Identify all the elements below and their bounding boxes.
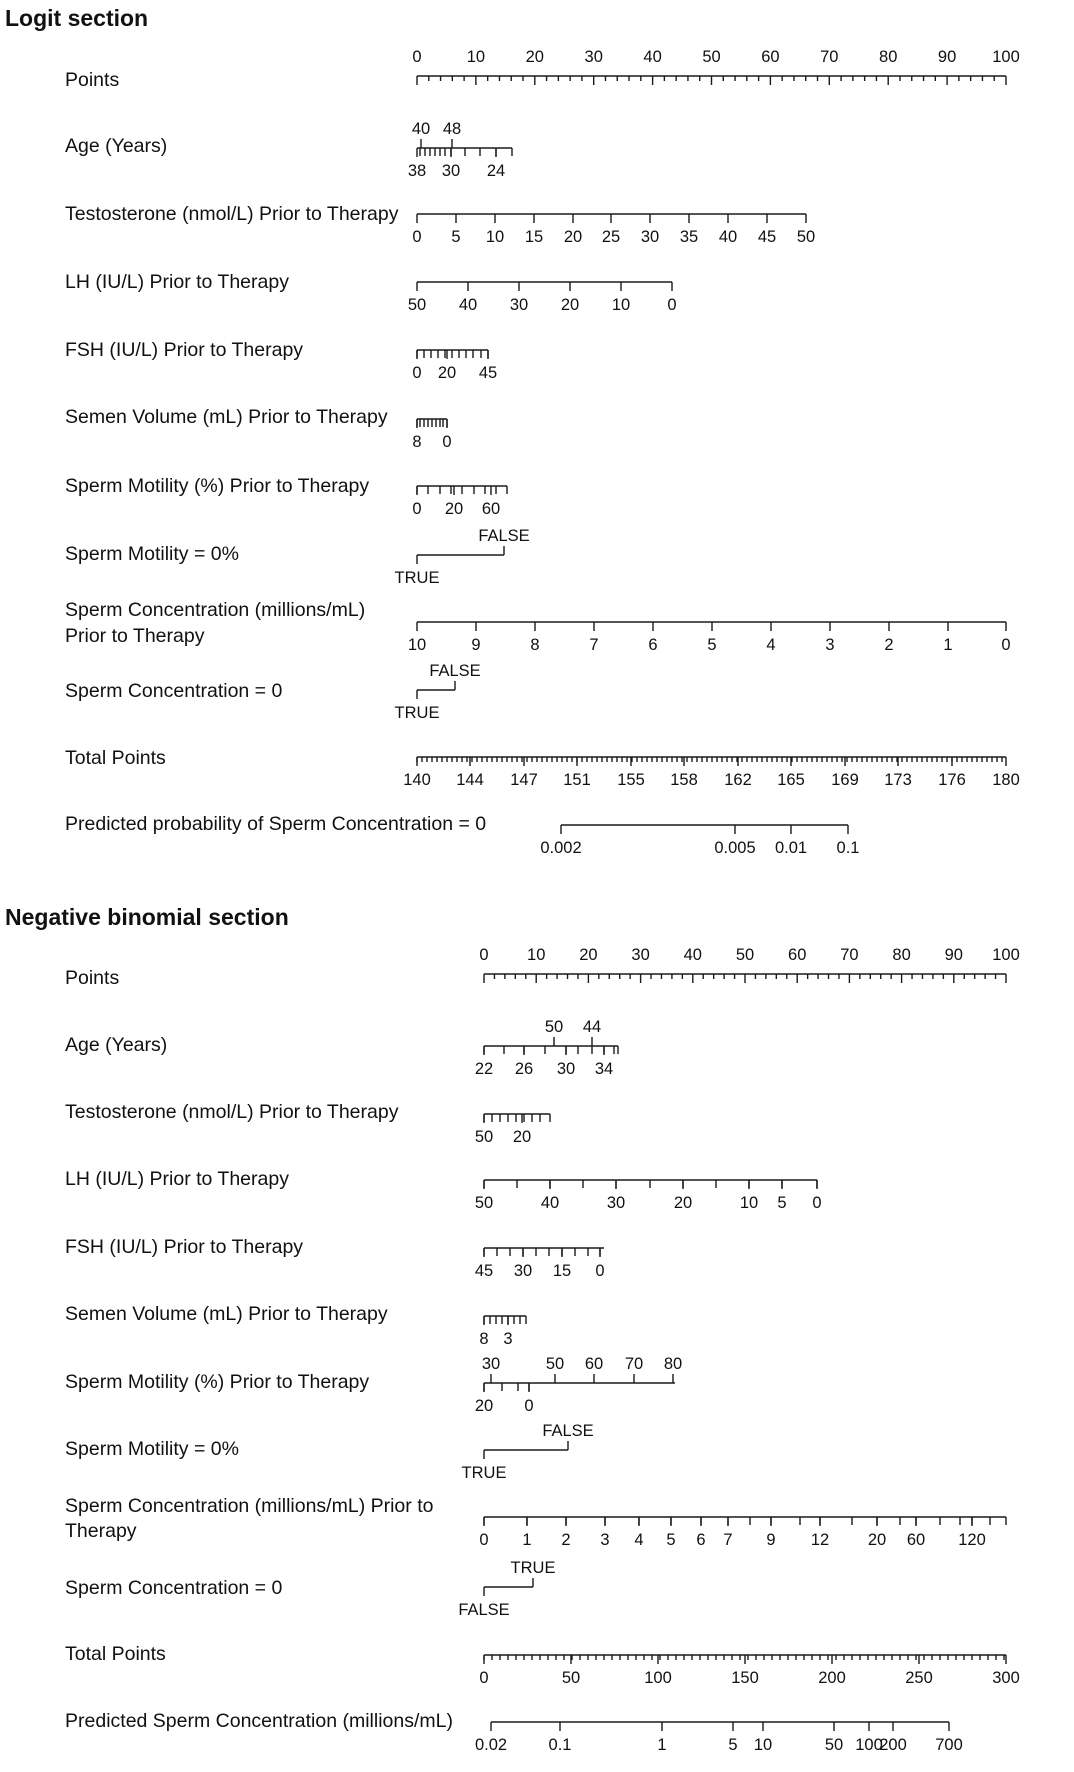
tick-label-below: 176 (938, 771, 966, 789)
row-label: Therapy (65, 1520, 137, 1542)
row-label: Age (Years) (65, 1034, 168, 1056)
tick-label-below: 10 (753, 1736, 773, 1754)
points-tick-label: 20 (525, 48, 544, 66)
tick-label-below: 30 (513, 1262, 533, 1280)
tick-label-below: 10 (739, 1194, 759, 1212)
tick-label-below: 200 (879, 1736, 907, 1754)
tick-label-below: 15 (524, 228, 544, 246)
row-label: FSH (IU/L) Prior to Therapy (65, 1236, 304, 1258)
tick-label-below: 7 (589, 636, 599, 654)
tick-label-below: 150 (731, 1669, 759, 1687)
tick-label-below: 40 (458, 296, 478, 314)
tick-label-below: 0.005 (714, 839, 756, 857)
row-label: LH (IU/L) Prior to Therapy (65, 1168, 289, 1190)
row-label: Sperm Concentration (millions/mL) (65, 599, 366, 621)
tick-label-below: 40 (540, 1194, 560, 1212)
tick-label-below: 10 (611, 296, 631, 314)
row-label: FSH (IU/L) Prior to Therapy (65, 339, 304, 361)
tick-label-below: 0 (595, 1262, 605, 1280)
tick-label-below: 50 (474, 1194, 494, 1212)
tick-label-below: 50 (796, 228, 816, 246)
tick-label-below: 5 (777, 1194, 787, 1212)
tick-label-below: 0 (479, 1531, 489, 1549)
row-label: LH (IU/L) Prior to Therapy (65, 271, 289, 293)
tick-label-below: TRUE (394, 704, 440, 722)
tick-label-below: 4 (766, 636, 776, 654)
row-label: Sperm Concentration = 0 (65, 680, 283, 702)
tick-label-below: 6 (696, 1531, 706, 1549)
points-tick-label: 90 (944, 946, 963, 964)
tick-label-below: 34 (594, 1060, 614, 1078)
row-label: Sperm Motility = 0% (65, 1438, 239, 1460)
points-tick-label: 30 (584, 48, 603, 66)
tick-label-below: 30 (640, 228, 660, 246)
tick-label-below: 165 (777, 771, 805, 789)
tick-label-below: 30 (441, 162, 461, 180)
points-tick-label: 0 (479, 946, 489, 964)
tick-label-below: 180 (992, 771, 1020, 789)
tick-label-above: 70 (624, 1355, 644, 1373)
tick-label-below: 250 (905, 1669, 933, 1687)
row-label: Points (65, 967, 120, 989)
tick-label-below: 0 (442, 433, 452, 451)
tick-label-below: 25 (601, 228, 621, 246)
tick-label-above: 50 (545, 1355, 565, 1373)
tick-label-below: 100 (855, 1736, 883, 1754)
points-tick-label: 80 (879, 48, 898, 66)
tick-label-below: 20 (560, 296, 580, 314)
tick-label-above: 80 (663, 1355, 683, 1373)
tick-label-below: 1 (522, 1531, 532, 1549)
row-label: Sperm Concentration = 0 (65, 1577, 283, 1599)
points-tick-label: 40 (643, 48, 662, 66)
tick-label-below: 155 (617, 771, 645, 789)
tick-label-below: 5 (451, 228, 461, 246)
row-label: Total Points (65, 1643, 166, 1665)
tick-label-below: 50 (561, 1669, 581, 1687)
tick-label-below: 60 (481, 500, 501, 518)
tick-label-below: 0 (524, 1397, 534, 1415)
tick-label-below: 3 (825, 636, 835, 654)
points-tick-label: 100 (992, 946, 1020, 964)
tick-label-below: 50 (474, 1128, 494, 1146)
tick-label-below: 38 (407, 162, 427, 180)
points-tick-label: 30 (631, 946, 650, 964)
tick-label-below: 60 (906, 1531, 926, 1549)
tick-label-below: 20 (867, 1531, 887, 1549)
row-label: Predicted Sperm Concentration (millions/mL) (65, 1710, 453, 1732)
tick-label-above: FALSE (429, 662, 481, 680)
tick-label-below: 144 (456, 771, 484, 789)
tick-label-above: FALSE (542, 1422, 594, 1440)
points-tick-label: 100 (992, 48, 1020, 66)
tick-label-below: 3 (503, 1330, 513, 1348)
tick-label-below: 7 (723, 1531, 733, 1549)
row-label: Prior to Therapy (65, 625, 205, 647)
tick-label-below: 8 (530, 636, 540, 654)
tick-label-below: 0.1 (836, 839, 860, 857)
tick-label-below: 100 (644, 1669, 672, 1687)
tick-label-below: 0.002 (540, 839, 582, 857)
tick-label-below: 10 (407, 636, 427, 654)
row-label: Sperm Motility = 0% (65, 543, 239, 565)
points-tick-label: 90 (937, 48, 957, 66)
tick-label-below: 24 (486, 162, 506, 180)
tick-label-below: 20 (437, 364, 457, 382)
tick-label-above: 50 (544, 1018, 564, 1036)
tick-label-below: 10 (485, 228, 505, 246)
tick-label-below: 35 (679, 228, 699, 246)
tick-label-above: FALSE (478, 527, 530, 545)
tick-label-below: 169 (831, 771, 859, 789)
tick-label-below: 0 (812, 1194, 822, 1212)
tick-label-below: FALSE (458, 1601, 510, 1619)
tick-label-below: 6 (648, 636, 658, 654)
points-tick-label: 50 (702, 48, 721, 66)
row-label: Age (Years) (65, 135, 168, 157)
tick-label-below: 0 (412, 228, 422, 246)
tick-label-below: 15 (552, 1262, 572, 1280)
tick-label-below: 50 (407, 296, 427, 314)
points-tick-label: 20 (579, 946, 598, 964)
tick-label-below: 30 (606, 1194, 626, 1212)
row-label: Semen Volume (mL) Prior to Therapy (65, 406, 388, 428)
tick-label-below: 45 (757, 228, 777, 246)
tick-label-below: 120 (958, 1531, 986, 1549)
tick-label-above: 48 (442, 120, 462, 138)
row-label: Total Points (65, 747, 166, 769)
row-label: Sperm Concentration (millions/mL) Prior to (65, 1495, 434, 1517)
tick-label-below: 5 (666, 1531, 676, 1549)
tick-label-below: 9 (471, 636, 481, 654)
tick-label-above: 40 (411, 120, 431, 138)
points-tick-label: 50 (735, 946, 755, 964)
points-tick-label: 0 (412, 48, 422, 66)
tick-label-below: 20 (673, 1194, 693, 1212)
tick-label-below: 0.1 (548, 1736, 572, 1754)
tick-label-below: 20 (474, 1397, 494, 1415)
tick-label-below: 0 (479, 1669, 489, 1687)
tick-label-below: 20 (563, 228, 583, 246)
tick-label-below: 50 (824, 1736, 844, 1754)
points-tick-label: 40 (683, 946, 702, 964)
row-label: Semen Volume (mL) Prior to Therapy (65, 1303, 388, 1325)
tick-label-below: 30 (509, 296, 529, 314)
tick-label-below: 45 (474, 1262, 494, 1280)
tick-label-below: 0 (412, 364, 422, 382)
tick-label-below: 4 (634, 1531, 644, 1549)
tick-label-below: TRUE (461, 1464, 507, 1482)
tick-label-below: 5 (728, 1736, 738, 1754)
tick-label-below: 12 (810, 1531, 830, 1549)
tick-label-below: 5 (707, 636, 717, 654)
tick-label-below: 22 (474, 1060, 494, 1078)
points-tick-label: 60 (788, 946, 807, 964)
points-tick-label: 70 (840, 946, 859, 964)
row-label: Testosterone (nmol/L) Prior to Therapy (65, 203, 399, 225)
tick-label-below: 200 (818, 1669, 846, 1687)
tick-label-below: 20 (444, 500, 464, 518)
tick-label-below: 700 (935, 1736, 963, 1754)
points-tick-label: 10 (527, 946, 546, 964)
tick-label-below: TRUE (394, 569, 440, 587)
row-label: Predicted probability of Sperm Concentration = 0 (65, 813, 487, 835)
tick-label-below: 26 (514, 1060, 534, 1078)
tick-label-below: 0.02 (474, 1736, 508, 1754)
tick-label-below: 20 (512, 1128, 532, 1146)
tick-label-below: 0 (667, 296, 677, 314)
tick-label-below: 9 (766, 1531, 776, 1549)
tick-label-below: 0.01 (774, 839, 808, 857)
tick-label-above: 30 (481, 1355, 501, 1373)
tick-label-below: 0 (412, 500, 422, 518)
points-tick-label: 80 (892, 946, 911, 964)
tick-label-below: 158 (670, 771, 698, 789)
points-tick-label: 70 (820, 48, 839, 66)
tick-label-below: 300 (992, 1669, 1020, 1687)
tick-label-below: 0 (1001, 636, 1011, 654)
section-title: Logit section (5, 5, 149, 31)
tick-label-below: 8 (412, 433, 422, 451)
tick-label-below: 147 (510, 771, 538, 789)
tick-label-below: 151 (563, 771, 591, 789)
tick-label-below: 3 (600, 1531, 610, 1549)
tick-label-below: 45 (478, 364, 498, 382)
section-title: Negative binomial section (5, 904, 289, 930)
row-label: Testosterone (nmol/L) Prior to Therapy (65, 1101, 399, 1123)
row-label: Sperm Motility (%) Prior to Therapy (65, 1371, 370, 1393)
row-label: Sperm Motility (%) Prior to Therapy (65, 475, 370, 497)
points-tick-label: 10 (466, 48, 486, 66)
tick-label-below: 1 (943, 636, 953, 654)
row-label: Points (65, 69, 120, 91)
tick-label-above: 60 (584, 1355, 604, 1373)
tick-label-below: 40 (718, 228, 738, 246)
tick-label-below: 8 (479, 1330, 489, 1348)
tick-label-below: 140 (403, 771, 431, 789)
tick-label-below: 2 (884, 636, 894, 654)
tick-label-above: 44 (582, 1018, 602, 1036)
tick-label-below: 173 (884, 771, 912, 789)
points-tick-label: 60 (761, 48, 780, 66)
tick-label-below: 162 (724, 771, 752, 789)
tick-label-below: 2 (561, 1531, 571, 1549)
tick-label-below: 30 (556, 1060, 576, 1078)
tick-label-above: TRUE (510, 1559, 556, 1577)
tick-label-below: 1 (657, 1736, 667, 1754)
